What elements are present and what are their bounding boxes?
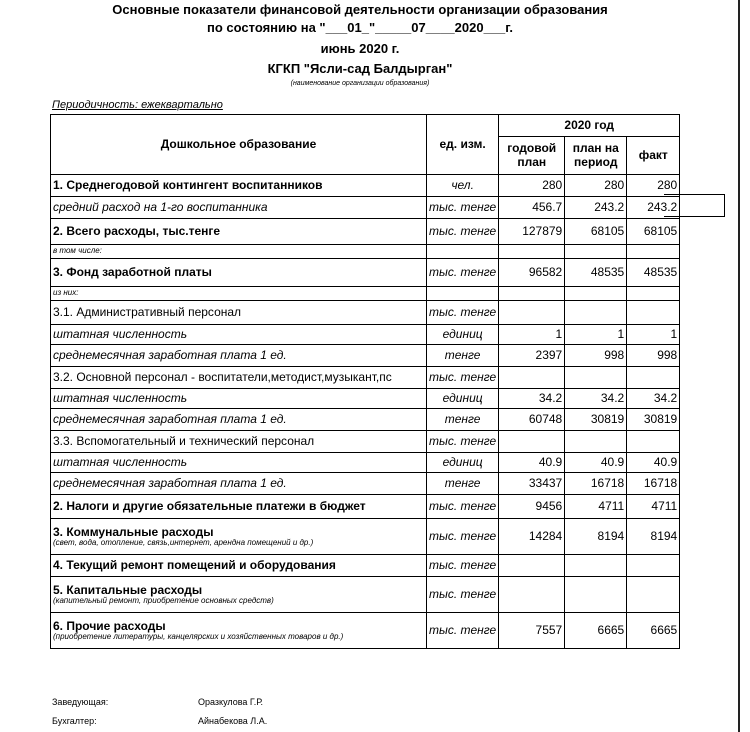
row-name: 1. Среднегодовой контингент воспитанников <box>51 175 427 197</box>
table-row <box>51 197 680 219</box>
row-name: 6. Прочие расходы <box>53 618 166 633</box>
table-row <box>51 245 680 259</box>
table-row <box>51 287 680 301</box>
row-fact: 16718 <box>627 473 680 495</box>
signature-accountant-role: Бухгалтер: <box>52 716 97 726</box>
row-period: 1 <box>565 325 627 345</box>
report-period: июнь 2020 г. <box>320 41 400 56</box>
row-annual <box>499 367 565 389</box>
row-unit: тенге <box>427 473 499 495</box>
column-header-name: Дошкольное образование <box>51 115 427 175</box>
row-unit: единиц <box>427 389 499 409</box>
row-name: 4. Текущий ремонт помещений и оборудования <box>51 555 427 577</box>
row-period <box>565 245 627 259</box>
row-fact <box>627 245 680 259</box>
row-name: 3.2. Основной персонал - воспитатели,методист,музыкант,пс <box>51 367 427 389</box>
row-unit: тыс. тенге <box>427 555 499 577</box>
table-row <box>51 409 680 431</box>
row-annual: 9456 <box>499 495 565 519</box>
row-unit: тыс. тенге <box>427 519 499 555</box>
row-name: из них: <box>51 287 427 301</box>
row-annual <box>499 555 565 577</box>
row-subtitle: (приобретение литературы, канцелярских и хозяйственных товаров и др.) <box>53 631 344 641</box>
row-unit: тенге <box>427 345 499 367</box>
row-period: 16718 <box>565 473 627 495</box>
row-annual: 14284 <box>499 519 565 555</box>
row-annual: 2397 <box>499 345 565 367</box>
row-fact <box>627 431 680 453</box>
row-unit: тыс. тенге <box>427 495 499 519</box>
table-row <box>51 555 680 577</box>
signature-head-name: Оразкулова Г.Р. <box>198 697 263 707</box>
row-unit: тенге <box>427 409 499 431</box>
row-name: в том числе: <box>51 245 427 259</box>
table-row <box>51 175 680 197</box>
row-period: 34.2 <box>565 389 627 409</box>
organization-name: КГКП "Ясли-сад Балдырган" <box>267 61 453 76</box>
row-unit: тыс. тенге <box>427 613 499 649</box>
row-name-cell <box>51 577 427 613</box>
row-annual: 40.9 <box>499 453 565 473</box>
row-unit: тыс. тенге <box>427 259 499 287</box>
row-subtitle: (свет, вода, отопление, связь,интернет, арендна помещений и др.) <box>53 537 314 547</box>
table-row <box>51 325 680 345</box>
table-row <box>51 519 680 555</box>
row-fact: 30819 <box>627 409 680 431</box>
row-fact: 40.9 <box>627 453 680 473</box>
row-unit: единиц <box>427 453 499 473</box>
row-name: 3. Коммунальные расходы <box>53 524 214 539</box>
row-unit: единиц <box>427 325 499 345</box>
report-title: Основные показатели финансовой деятельности организации образования <box>112 2 608 17</box>
row-period: 280 <box>565 175 627 197</box>
row-fact: 4711 <box>627 495 680 519</box>
row-fact <box>627 577 680 613</box>
column-header-year: 2020 год <box>499 115 680 137</box>
row-fact <box>627 301 680 325</box>
row-annual: 456.7 <box>499 197 565 219</box>
row-name: 2. Всего расходы, тыс.тенге <box>51 219 427 245</box>
row-unit: чел. <box>427 175 499 197</box>
row-name: штатная численность <box>51 453 427 473</box>
column-header-unit: ед. изм. <box>427 115 499 175</box>
row-annual <box>499 577 565 613</box>
table-row <box>51 367 680 389</box>
row-period: 6665 <box>565 613 627 649</box>
report-date-line: по состоянию на "___01_"_____07____2020___г. <box>206 20 513 35</box>
row-fact: 34.2 <box>627 389 680 409</box>
row-annual: 96582 <box>499 259 565 287</box>
table-row <box>51 495 680 519</box>
row-unit <box>427 245 499 259</box>
row-subtitle: (капительный ремонт, приобретение основных средств) <box>53 595 274 605</box>
row-period <box>565 367 627 389</box>
signature-head-role: Заведующая: <box>52 697 109 707</box>
row-annual: 280 <box>499 175 565 197</box>
row-fact: 68105 <box>627 219 680 245</box>
table-row <box>51 473 680 495</box>
row-period <box>565 287 627 301</box>
row-unit: тыс. тенге <box>427 301 499 325</box>
row-name: среднемесячная заработная плата 1 ед. <box>51 409 427 431</box>
row-fact: 243.2 <box>627 197 680 219</box>
table-row <box>51 577 680 613</box>
row-period: 48535 <box>565 259 627 287</box>
row-fact: 1 <box>627 325 680 345</box>
row-fact <box>627 287 680 301</box>
row-unit: тыс. тенге <box>427 577 499 613</box>
row-period: 4711 <box>565 495 627 519</box>
row-annual: 127879 <box>499 219 565 245</box>
row-fact: 48535 <box>627 259 680 287</box>
row-annual <box>499 301 565 325</box>
row-fact <box>627 555 680 577</box>
row-name-cell <box>51 613 427 649</box>
row-fact: 6665 <box>627 613 680 649</box>
row-annual <box>499 245 565 259</box>
row-name: 2. Налоги и другие обязательные платежи в бюджет <box>51 495 427 519</box>
signature-accountant-name: Айнабекова Л.А. <box>198 716 268 726</box>
row-name: штатная численность <box>51 325 427 345</box>
row-unit <box>427 287 499 301</box>
row-period: 68105 <box>565 219 627 245</box>
table-row <box>51 301 680 325</box>
row-annual: 7557 <box>499 613 565 649</box>
table-row <box>51 389 680 409</box>
row-annual: 60748 <box>499 409 565 431</box>
table-row <box>51 453 680 473</box>
row-fact: 998 <box>627 345 680 367</box>
row-annual <box>499 287 565 301</box>
row-fact <box>627 367 680 389</box>
row-name-cell <box>51 519 427 555</box>
row-name: 3. Фонд заработной платы <box>51 259 427 287</box>
row-period: 8194 <box>565 519 627 555</box>
table-row <box>51 613 680 649</box>
table-row <box>51 345 680 367</box>
table-row <box>51 259 680 287</box>
row-unit: тыс. тенге <box>427 219 499 245</box>
row-unit: тыс. тенге <box>427 431 499 453</box>
row-name: 5. Капитальные расходы <box>53 582 203 597</box>
row-period <box>565 431 627 453</box>
row-period: 998 <box>565 345 627 367</box>
row-period: 243.2 <box>565 197 627 219</box>
row-period <box>565 577 627 613</box>
row-fact: 280 <box>627 175 680 197</box>
periodicity-label: Периодичность: ежеквартально <box>52 99 223 111</box>
column-header-fact: факт <box>627 137 680 175</box>
row-unit: тыс. тенге <box>427 197 499 219</box>
organization-caption: (наименование организации образования) <box>290 80 430 87</box>
stray-cell-border <box>664 194 725 217</box>
row-period: 40.9 <box>565 453 627 473</box>
page-edge-line <box>738 0 740 732</box>
row-name: штатная численность <box>51 389 427 409</box>
row-period: 30819 <box>565 409 627 431</box>
row-annual: 34.2 <box>499 389 565 409</box>
row-period <box>565 555 627 577</box>
financial-indicators-table <box>50 114 680 649</box>
row-unit: тыс. тенге <box>427 367 499 389</box>
column-header-annual-plan: годовой план <box>499 137 565 175</box>
row-annual: 1 <box>499 325 565 345</box>
row-annual: 33437 <box>499 473 565 495</box>
row-name: 3.3. Вспомогательный и технический персонал <box>51 431 427 453</box>
row-fact: 8194 <box>627 519 680 555</box>
table-row <box>51 219 680 245</box>
table-row <box>51 431 680 453</box>
row-name: среднемесячная заработная плата 1 ед. <box>51 473 427 495</box>
row-name: 3.1. Административный персонал <box>51 301 427 325</box>
column-header-period-plan: план на период <box>565 137 627 175</box>
row-name: среднемесячная заработная плата 1 ед. <box>51 345 427 367</box>
row-period <box>565 301 627 325</box>
row-name: средний расход на 1-го воспитанника <box>51 197 427 219</box>
row-annual <box>499 431 565 453</box>
